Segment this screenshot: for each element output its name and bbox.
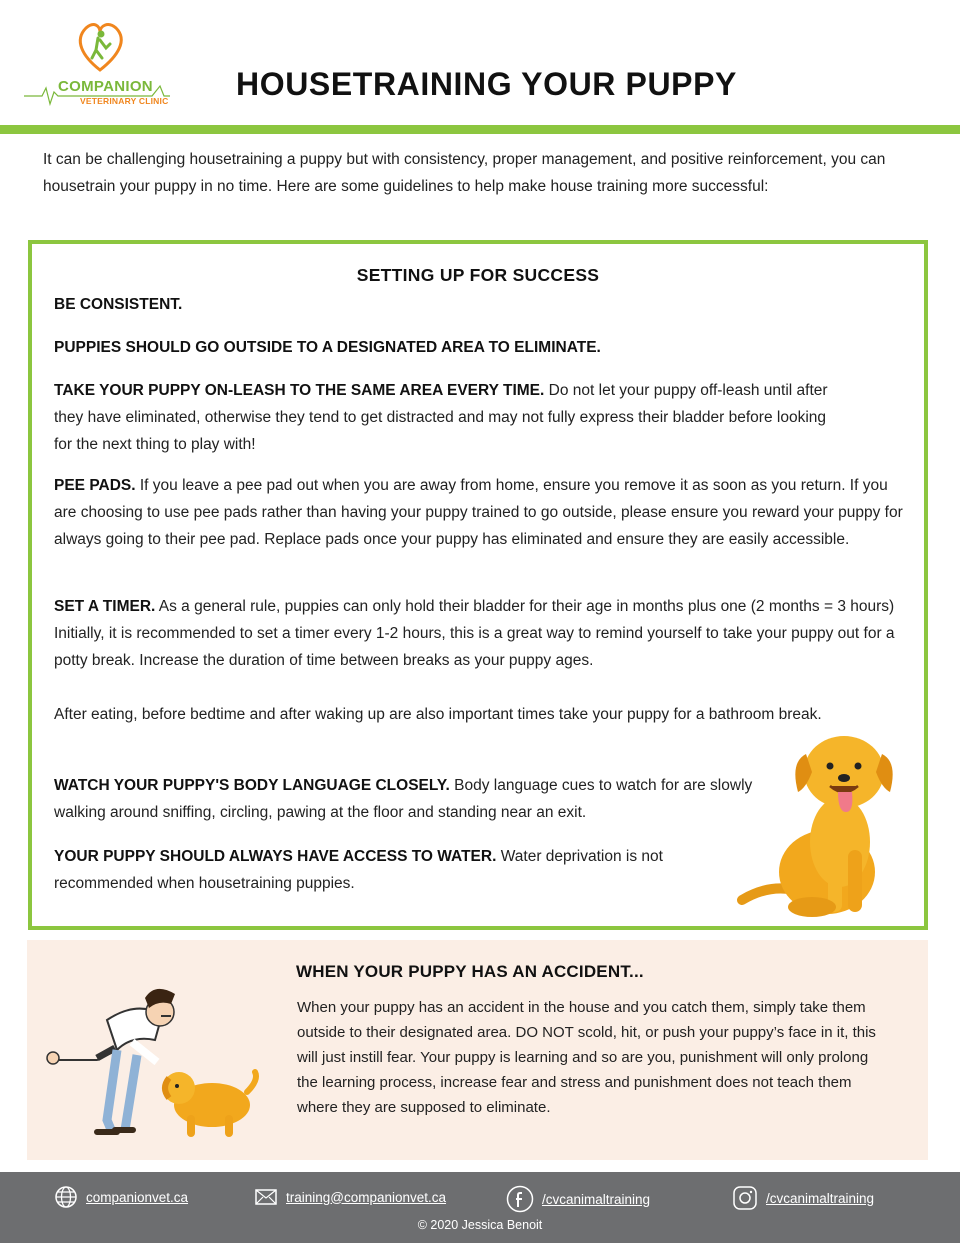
clinic-logo	[22, 18, 172, 118]
tip-on-leash	[54, 377, 844, 458]
tip-text: Water deprivation is not recommended when housetraining puppies.	[54, 848, 663, 892]
tip-consistent	[54, 291, 904, 318]
tip-set-timer	[54, 593, 896, 674]
logo-name: COMPANION	[58, 78, 153, 95]
tip-heading: SET A TIMER.	[54, 598, 156, 615]
tip-text: Do not let your puppy off-leash until after they have eliminated, otherwise they tend to get distracted and may not fully express their bladder before looking for the next thing to play with!	[54, 382, 828, 453]
logo-subtitle: VETERINARY CLINIC	[80, 96, 169, 106]
header-divider	[0, 125, 960, 134]
facebook-icon	[506, 1185, 534, 1213]
tip-timer-extra: After eating, before bedtime and after waking up are also important times take your puppy for a bathroom break.	[54, 706, 822, 723]
website-link[interactable]: companionvet.ca	[86, 1189, 189, 1205]
email-link[interactable]: training@companionvet.ca	[286, 1189, 447, 1205]
tip-heading: TAKE YOUR PUPPY ON-LEASH TO THE SAME AREA EVERY TIME.	[54, 382, 545, 399]
scolding-owner-illustration	[37, 980, 277, 1145]
copyright: © 2020 Jessica Benoit	[417, 1218, 543, 1232]
footer-email[interactable]	[254, 1185, 446, 1209]
intro-paragraph: It can be challenging housetraining a puppy but with consistency, proper management, and positive reinforcement, you can housetrain your puppy in no time. Here are some guidelines to help make house training more successful:	[43, 151, 886, 195]
tip-designated-area	[54, 334, 904, 361]
tip-heading: WATCH YOUR PUPPY'S BODY LANGUAGE CLOSELY.	[54, 777, 450, 794]
tip-water	[54, 843, 734, 897]
footer-instagram[interactable]	[732, 1185, 874, 1211]
globe-icon	[54, 1185, 78, 1209]
tip-text: As a general rule, puppies can only hold their bladder for their age in months plus one (2 months = 3 hours) Initially, it is recommended to set a timer every 1-2 hours, this is a great way to remind yourself to take your puppy out for a potty break. Increase the duration of time between breaks as your puppy ages.	[54, 598, 895, 669]
tip-heading: PEE PADS.	[54, 477, 136, 494]
accident-title: WHEN YOUR PUPPY HAS AN ACCIDENT...	[296, 962, 644, 981]
footer-facebook[interactable]	[506, 1185, 650, 1213]
instagram-link[interactable]: /cvcanimaltraining	[766, 1190, 875, 1206]
instagram-icon	[732, 1185, 758, 1211]
footer-website[interactable]	[54, 1185, 188, 1209]
tip-text: If you leave a pee pad out when you are away from home, ensure you remove it as soon as you return. If you are choosing to use pee pads rather than having your puppy trained to go outside, please ensure you reward your puppy for always going to their pee pad. Replace pads once your puppy has eliminated and ensure they are easily accessible.	[54, 477, 903, 548]
footer	[0, 1172, 960, 1243]
tip-pee-pads	[54, 472, 904, 553]
success-box	[28, 240, 928, 930]
tip-body-language	[54, 772, 754, 826]
tip-heading: BE CONSISTENT.	[54, 296, 183, 313]
accident-body: When your puppy has an accident in the house and you catch them, simply take them outside to their designated area. DO NOT scold, hit, or push your puppy’s face in it, this will just instill fear. Your puppy is learning and so are you, punishment will only prolong the learning process, increase fear and stress and punishment does not teach them where they are supposed to eliminate.	[297, 999, 876, 1116]
accident-section	[27, 940, 928, 1160]
facebook-link[interactable]: /cvcanimaltraining	[542, 1191, 651, 1207]
tip-heading: YOUR PUPPY SHOULD ALWAYS HAVE ACCESS TO WATER.	[54, 848, 497, 865]
tip-heading: PUPPIES SHOULD GO OUTSIDE TO A DESIGNATED AREA TO ELIMINATE.	[54, 339, 601, 356]
page-title: HOUSETRAINING YOUR PUPPY	[236, 66, 737, 102]
sitting-dog-illustration	[732, 732, 902, 922]
mail-icon	[254, 1185, 278, 1209]
tip-text: Body language cues to watch for are slowly walking around sniffing, circling, pawing at the floor and standing near an exit.	[54, 777, 753, 821]
success-title: SETTING UP FOR SUCCESS	[356, 265, 600, 285]
